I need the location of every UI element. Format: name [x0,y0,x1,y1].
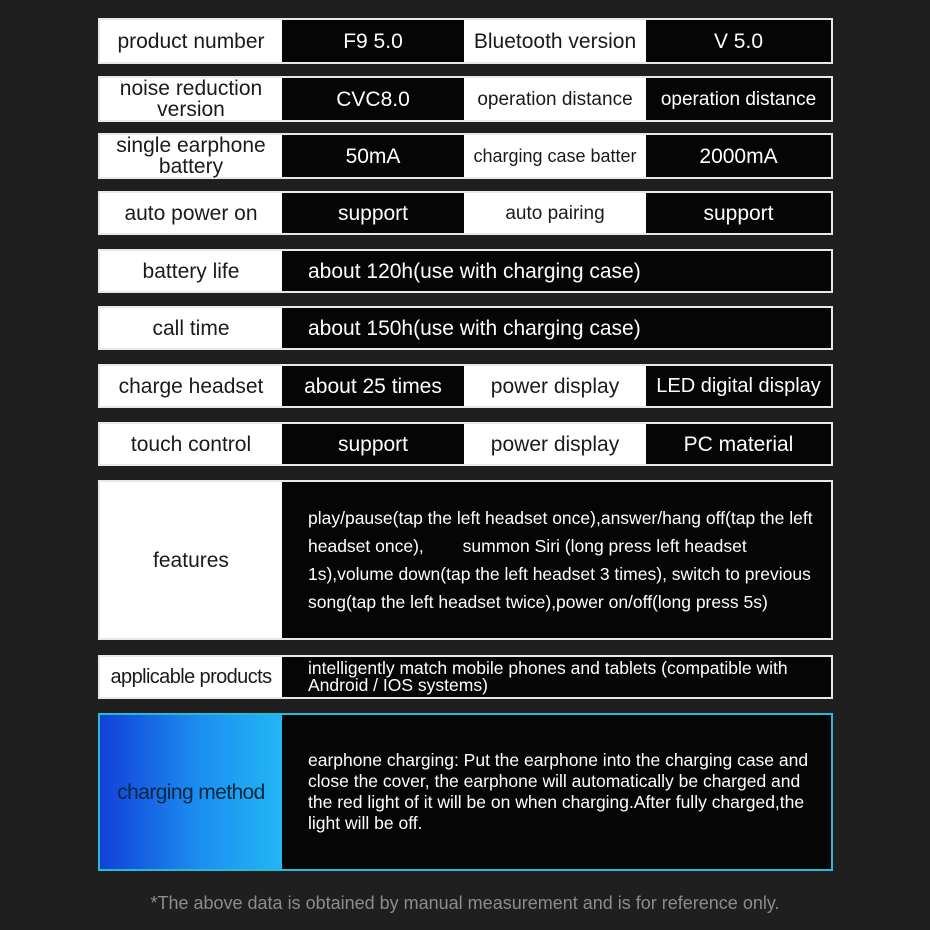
spec-label: charging case batter [464,135,646,177]
spec-row-battery-life [98,249,833,293]
spec-row-battery [98,133,833,179]
spec-value: CVC8.0 [282,78,464,120]
spec-value: 2000mA [646,135,831,177]
spec-label: single earphone battery [100,135,282,177]
spec-label: power display [464,366,646,406]
spec-label: operation distance [464,78,646,120]
spec-value: support [282,424,464,464]
charging-method-label: charging method [100,715,282,869]
applicable-description: intelligently match mobile phones and tablets (compatible with Android / IOS systems) [282,657,831,697]
spec-row-charging-method [98,713,833,871]
spec-value: about 25 times [282,366,464,406]
spec-label: applicable products [100,657,282,697]
spec-value: about 150h(use with charging case) [282,308,831,348]
spec-row-applicable-products [98,655,833,699]
spec-value: PC material [646,424,831,464]
spec-row-product-number [98,18,833,64]
spec-label: features [100,482,282,638]
spec-row-noise-reduction [98,76,833,122]
spec-value: support [282,193,464,233]
spec-label: charge headset [100,366,282,406]
spec-row-touch-control [98,422,833,466]
spec-row-features [98,480,833,640]
features-description: play/pause(tap the left headset once),answer/hang off(tap the left headset once), summon Siri (long press left headset 1s),volume down(tap the left headset 3 times), switch to previous song(tap the left headset twice),power on/off(long press 5s) [282,482,831,638]
spec-label: battery life [100,251,282,291]
spec-value: 50mA [282,135,464,177]
spec-label: power display [464,424,646,464]
footer-disclaimer: *The above data is obtained by manual measurement and is for reference only. [150,893,780,913]
spec-value: about 120h(use with charging case) [282,251,831,291]
spec-label: product number [100,20,282,62]
spec-row-call-time [98,306,833,350]
spec-label: auto pairing [464,193,646,233]
spec-value: LED digital display [646,366,831,406]
spec-value: V 5.0 [646,20,831,62]
spec-label: noise reduction version [100,78,282,120]
spec-row-auto-power [98,191,833,235]
charging-method-description: earphone charging: Put the earphone into the charging case and close the cover, the earphone will automatically be charged and the red light of it will be on when charging.After fully charged,the light will be off. [282,715,831,869]
spec-value: operation distance [646,78,831,120]
spec-label: call time [100,308,282,348]
spec-value: F9 5.0 [282,20,464,62]
spec-label: touch control [100,424,282,464]
spec-label: auto power on [100,193,282,233]
spec-label: Bluetooth version [464,20,646,62]
spec-value: support [646,193,831,233]
spec-row-charge-headset [98,364,833,408]
